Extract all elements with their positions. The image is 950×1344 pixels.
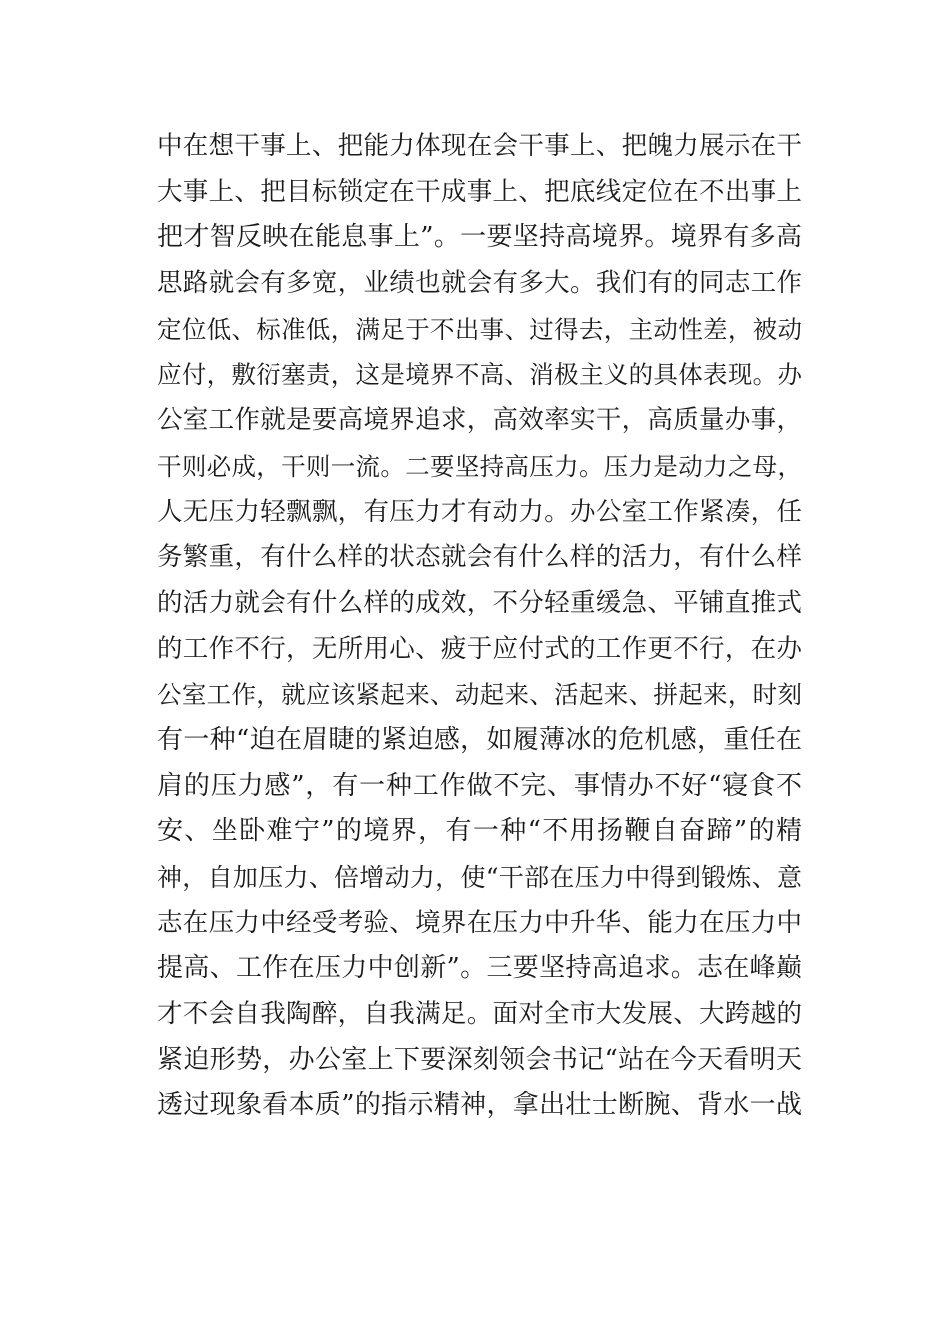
text-line: 定位低、标准低，满足于不出事、过得去，主动性差，被动	[157, 314, 802, 344]
text-line: 肩的压力感”，有一种工作做不完、事情办不好“寝食不	[157, 770, 802, 801]
text-line: 透过现象看本质”的指示精神，拿出壮士断腕、背水一战	[157, 1090, 802, 1121]
text-line: 中在想干事上、把能力体现在会干事上、把魄力展示在干	[157, 131, 802, 161]
text-line: 人无压力轻飘飘，有压力才有动力。办公室工作紧凑，任	[157, 496, 802, 527]
text-line: 才不会自我陶醉，自我满足。面对全市大发展、大跨越的	[157, 999, 802, 1030]
text-line: 志在压力中经受考验、境界在压力中升华、能力在压力中	[157, 907, 802, 938]
text-line: 神，自加压力、倍增动力，使“干部在压力中得到锻炼、意	[157, 863, 802, 892]
text-line: 把才智反映在能息事上”。一要坚持高境界。境界有多高	[157, 222, 802, 253]
text-line: 思路就会有多宽，业绩也就会有多大。我们有的同志工作	[157, 268, 802, 299]
text-line: 安、坐卧难宁”的境界，有一种“不用扬鞭自奋蹄”的精	[157, 816, 802, 847]
text-line: 提高、工作在压力中创新”。三要坚持高追求。志在峰巅	[157, 953, 802, 984]
text-line: 的活力就会有什么样的成效，不分轻重缓急、平铺直推式	[157, 587, 802, 618]
body-text	[157, 124, 802, 1129]
text-line: 务繁重，有什么样的状态就会有什么样的活力，有什么样	[157, 542, 802, 573]
text-line: 紧迫形势，办公室上下要深刻领会书记“站在今天看明天	[157, 1044, 802, 1075]
text-line: 干则必成，干则一流。二要坚持高压力。压力是动力之母，	[157, 451, 802, 481]
text-line: 应付，敷衍塞责，这是境界不高、消极主义的具体表现。办	[157, 360, 802, 390]
text-line: 公室工作，就应该紧起来、动起来、活起来、拼起来，时刻	[157, 680, 802, 710]
text-line: 的工作不行，无所用心、疲于应付式的工作更不行，在办	[157, 633, 802, 664]
text-line: 有一种“迫在眉睫的紧迫感，如履薄冰的危机感，重任在	[157, 724, 802, 755]
text-line: 公室工作就是要高境界追求，高效率实干，高质量办事，	[157, 405, 802, 436]
text-line: 大事上、把目标锁定在干成事上、把底线定位在不出事上	[157, 176, 802, 207]
